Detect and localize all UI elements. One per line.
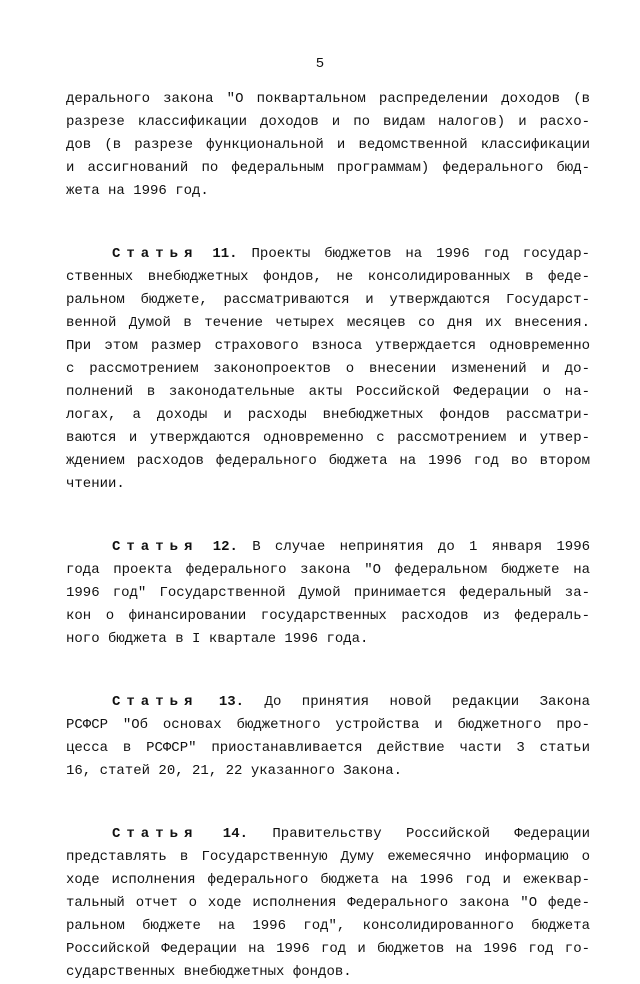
text-line: чтении. — [66, 476, 125, 492]
text-line: представлять в Государственную Думу ежемесячно информацию о — [66, 849, 590, 865]
text-line: венной Думой в течение четырех месяцев со дня их внесения. — [66, 315, 590, 331]
article-heading-line — [66, 691, 590, 714]
text-line: дерального закона "О поквартальном распределении доходов (в — [66, 91, 590, 107]
text-line: ного бюджета в I квартале 1996 года. — [66, 631, 369, 647]
text-line: логах, а доходы и расходы внебюджетных фондов рассматри- — [66, 407, 590, 423]
text-line: ходе исполнения федерального бюджета на 1996 год и ежеквар- — [66, 872, 590, 888]
text-line: разрезе классификации доходов и по видам налогов) и расхо- — [66, 114, 590, 130]
article-first-line-text: До принятия новой редакции Закона — [264, 694, 590, 710]
article-12 — [66, 536, 590, 651]
text-line: ждением расходов федерального бюджета на 1996 год во втором — [66, 453, 590, 469]
article-heading-line — [66, 823, 590, 846]
text-line: 16, статей 20, 21, 22 указанного Закона. — [66, 763, 403, 779]
text-line: При этом размер страхового взноса утверждается одновременно — [66, 338, 590, 354]
article-first-line-text: Проекты бюджетов на 1996 год государ- — [251, 246, 590, 262]
text-line: Российской Федерации на 1996 год и бюджетов на 1996 год го- — [66, 941, 590, 957]
text-line: дов (в разрезе функциональной и ведомственной классификации — [66, 137, 590, 153]
article-heading-line — [66, 536, 590, 559]
text-line: ральном бюджете на 1996 год", консолидированного бюджета — [66, 918, 590, 934]
text-line: 1996 год" Государственной Думой принимается федеральный за- — [66, 585, 590, 601]
article-heading-line — [66, 243, 590, 266]
article-first-line-text: В случае непринятия до 1 января 1996 — [252, 539, 590, 555]
text-line: ственных внебюджетных фондов, не консолидированных в феде- — [66, 269, 590, 285]
article-first-line-text: Правительству Российской Федерации — [272, 826, 590, 842]
text-line: полнений в законодательные акты Российской Федерации о на- — [66, 384, 590, 400]
intro-paragraph — [66, 88, 590, 203]
article-word: Статья — [112, 246, 199, 262]
text-line: года проекта федерального закона "О федеральном бюджете на — [66, 562, 590, 578]
document-body — [66, 88, 590, 984]
article-word: Статья — [112, 826, 199, 842]
article-number: 13. — [218, 694, 245, 710]
article-13 — [66, 691, 590, 783]
text-line: и ассигнований по федеральным программам) федерального бюд- — [66, 160, 590, 176]
article-word: Статья — [112, 694, 199, 710]
text-line: РСФСР "Об основах бюджетного устройства и бюджетного про- — [66, 717, 590, 733]
text-line: жета на 1996 год. — [66, 183, 209, 199]
page-number: 5 — [315, 56, 325, 72]
article-14 — [66, 823, 590, 984]
text-line: кон о финансировании государственных расходов из федераль- — [66, 608, 590, 624]
article-word: Статья — [112, 539, 199, 555]
article-number: 14. — [222, 826, 249, 842]
text-line: с рассмотрением законопроектов о внесении изменений и до- — [66, 361, 590, 377]
article-11 — [66, 243, 590, 496]
text-line: тальный отчет о ходе исполнения Федерального закона "О феде- — [66, 895, 590, 911]
article-number: 11. — [212, 246, 238, 262]
text-line: сударственных внебюджетных фондов. — [66, 964, 352, 980]
text-line: ральном бюджете, рассматриваются и утверждаются Государст- — [66, 292, 590, 308]
text-line: цесса в РСФСР" приостанавливается действие части 3 статьи — [66, 740, 590, 756]
text-line: ваются и утверждаются одновременно с рассмотрением и утвер- — [66, 430, 590, 446]
article-number: 12. — [212, 539, 238, 555]
